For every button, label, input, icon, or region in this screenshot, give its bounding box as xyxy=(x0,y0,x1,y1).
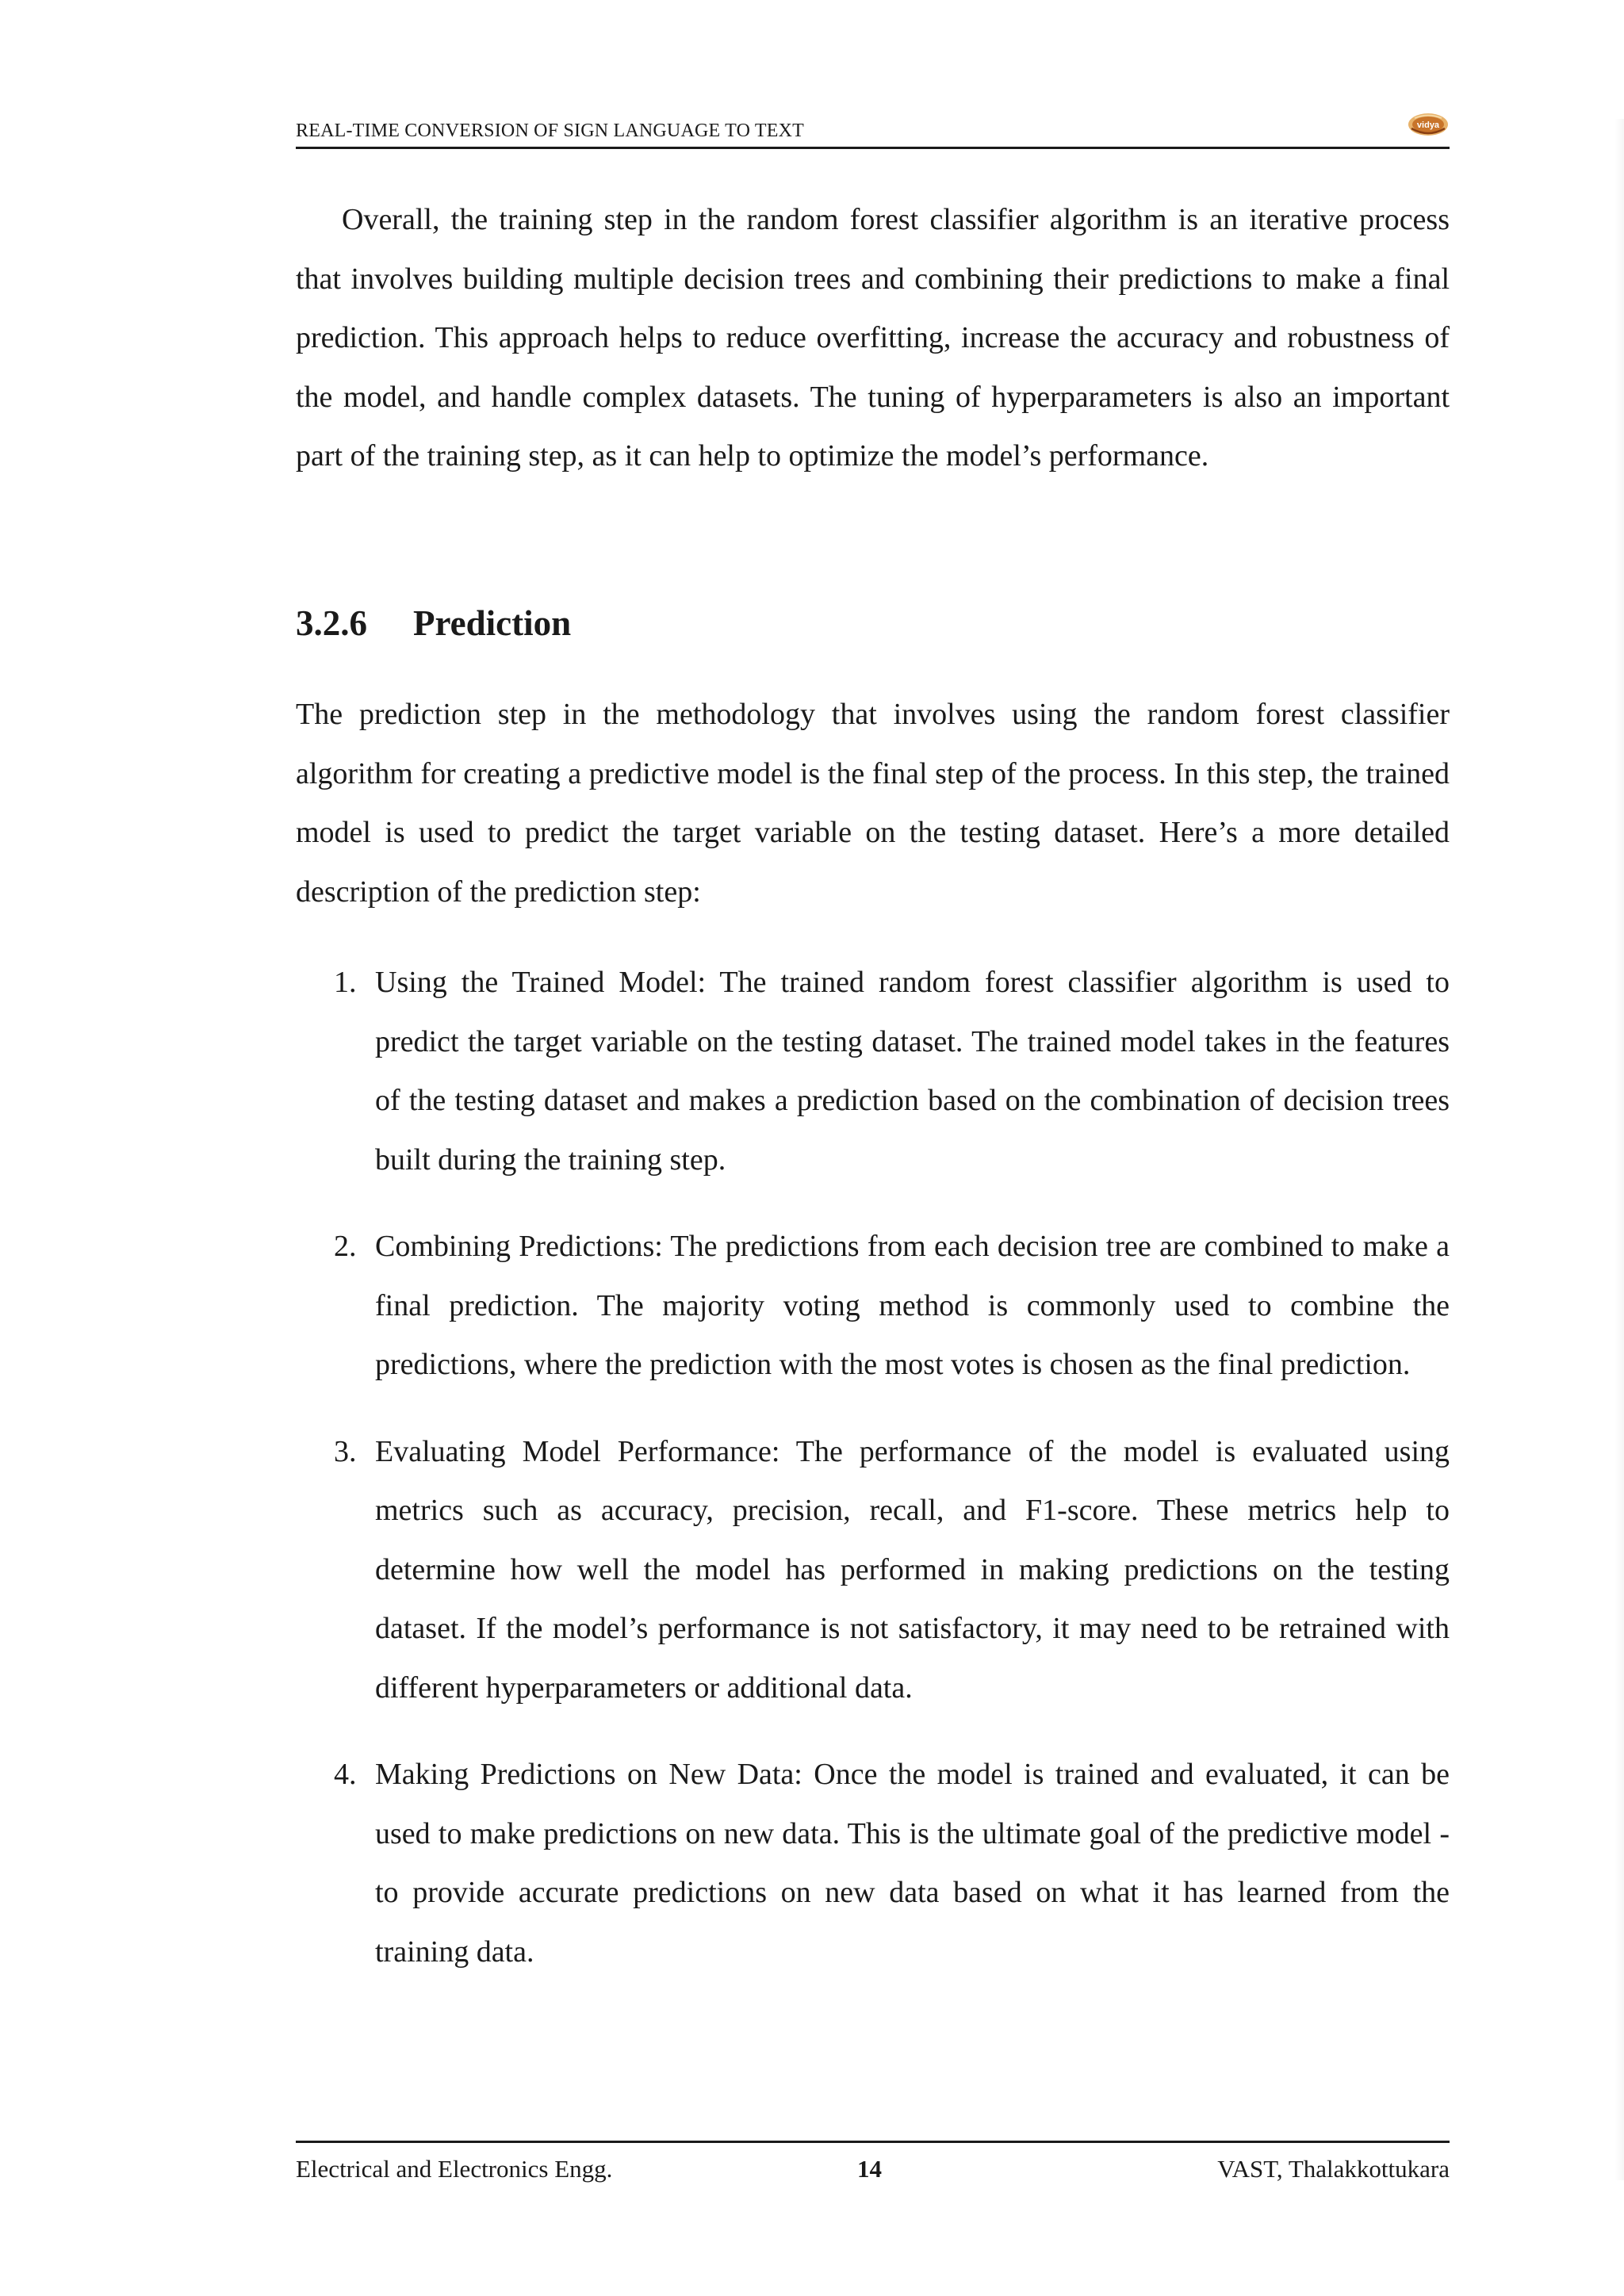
page-number: 14 xyxy=(857,2155,882,2183)
running-title: REAL-TIME CONVERSION OF SIGN LANGUAGE TO TEXT xyxy=(296,121,804,141)
list-item-text: Making Predictions on New Data: Once the model is trained and evaluated, it can be used to make predictions on new data. This is the ultimate goal of the predictive model - to provide accurate predictions on new data based on what it has learned from the training data. xyxy=(375,1758,1450,1969)
vidya-logo-icon xyxy=(1407,111,1450,138)
page-footer xyxy=(296,2155,1450,2195)
list-item-number: 4. xyxy=(334,1758,357,1791)
section-body xyxy=(296,685,1450,921)
list-item xyxy=(296,1745,1450,1981)
list-item-number: 1. xyxy=(334,966,357,999)
prediction-steps-list xyxy=(296,953,1450,2009)
logo-text: vidya xyxy=(1416,121,1440,130)
footer-institution: VAST, Thalakkottukara xyxy=(1217,2155,1450,2183)
footer-department: Electrical and Electronics Engg. xyxy=(296,2155,613,2183)
list-item xyxy=(296,953,1450,1189)
section-paragraph: The prediction step in the methodology that involves using the random forest classifier algorithm for creating a predictive model is the final step of the process. In this step, the trained model is used to predict the target variable on the testing dataset. Here’s a more detailed description of the prediction step: xyxy=(296,698,1450,909)
list-item-number: 2. xyxy=(334,1230,357,1263)
page-header xyxy=(296,111,1450,151)
page-edge-shadow xyxy=(1614,119,1624,2180)
section-number: 3.2.6 xyxy=(296,603,367,643)
section-title: Prediction xyxy=(413,603,572,643)
intro-paragraph: Overall, the training step in the random forest classifier algorithm is an iterative process that involves building multiple decision trees and combining their predictions to make a final prediction. This approach helps to reduce overfitting, increase the accuracy and robustness of the model, and handle complex datasets. The tuning of hyperparameters is also an important part of the training step, as it can help to optimize the model’s performance. xyxy=(296,203,1450,473)
list-item xyxy=(296,1217,1450,1395)
intro-block xyxy=(296,190,1450,486)
footer-rule xyxy=(296,2141,1450,2143)
list-item-text: Combining Predictions: The predictions from each decision tree are combined to make a final prediction. The majority voting method is commonly used to combine the predictions, where the prediction with the most votes is chosen as the final prediction. xyxy=(375,1230,1450,1381)
section-heading xyxy=(296,603,571,644)
list-item-text: Evaluating Model Performance: The performance of the model is evaluated using metrics such as accuracy, precision, recall, and F1-score. These metrics help to determine how well the model has performed in making predictions on the testing dataset. If the model’s performance is not satisfactory, it may need to be retrained with different hyperparameters or additional data. xyxy=(375,1434,1450,1705)
header-rule xyxy=(296,147,1450,149)
list-item-text: Using the Trained Model: The trained random forest classifier algorithm is used to predict the target variable on the testing dataset. The trained model takes in the features of the testing dataset and makes a prediction based on the combination of decision trees built during the training step. xyxy=(375,966,1450,1177)
list-item xyxy=(296,1422,1450,1718)
list-item-number: 3. xyxy=(334,1434,357,1468)
